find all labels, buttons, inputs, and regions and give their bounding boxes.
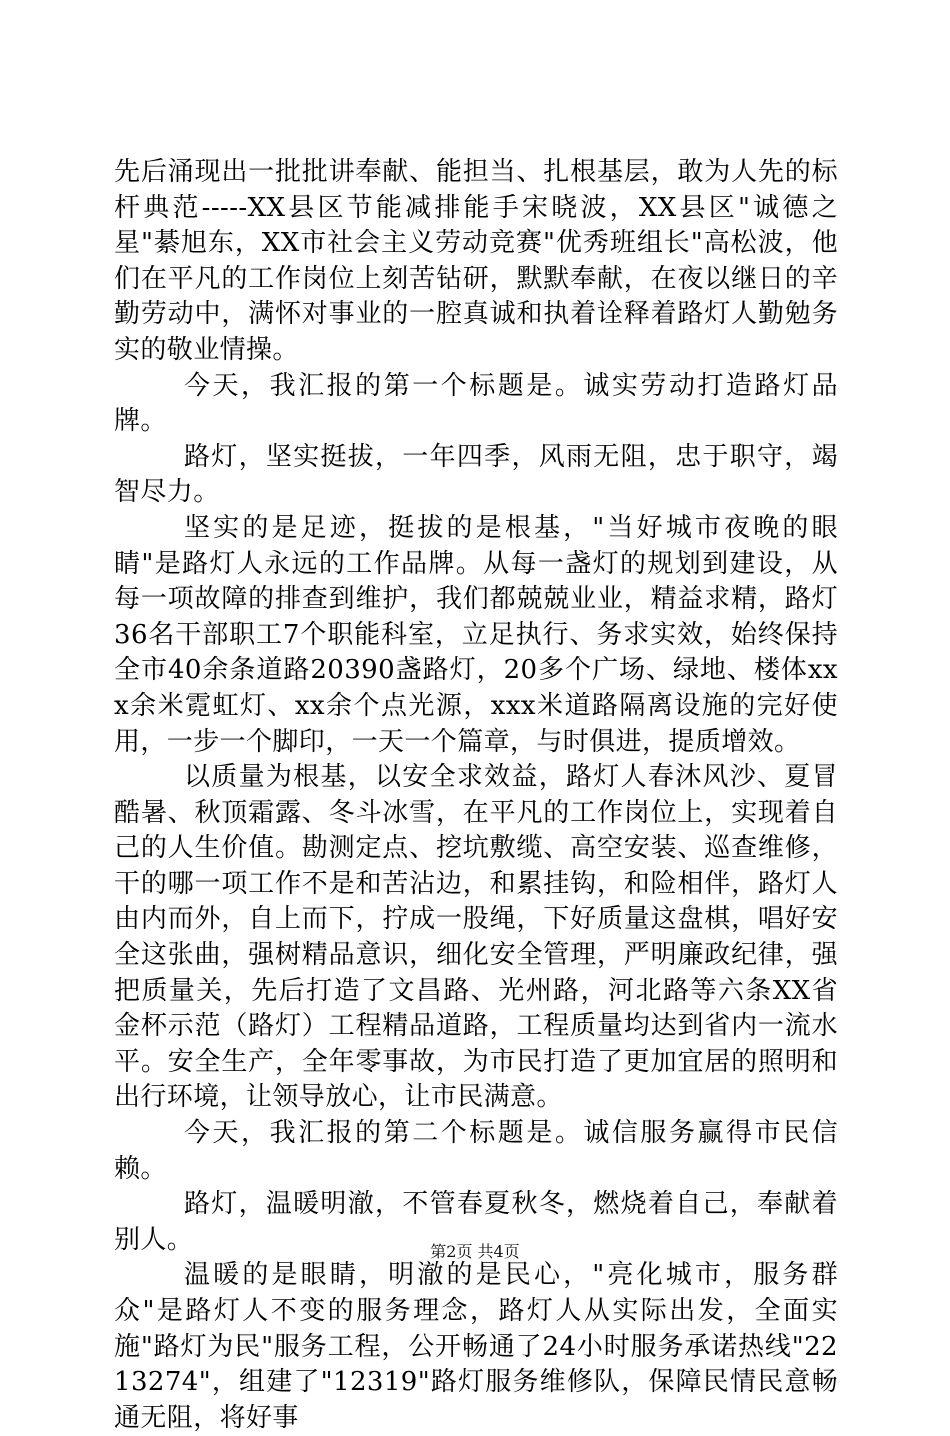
page-footer: 第2页 共4页 [430,1242,520,1261]
paragraph-8: 温暖的是眼睛，明澈的是民心，"亮化城市，服务群众"是路灯人不变的服务理念，路灯人从实际出发，全面实施"路灯为民"服务工程，公开畅通了24小时服务承诺热线"2213274"，组建了"12319"路灯服务维修队，保障民情民意畅通无阻，将好事 [114,1260,838,1433]
paragraph-1: 先后涌现出一批批讲奉献、能担当、扎根基层，敢为人先的标杆典范-----XX县区节能减排能手宋晓波，XX县区"诚德之星"綦旭东，XX市社会主义劳动竞赛"优秀班组长"高松波，他们在平凡的工作岗位上刻苦钻研，默默奉献，在夜以继日的辛勤劳动中，满怀对事业的一腔真诚和执着诠释着路灯人勤勉务实的敬业情操。 [114,157,838,365]
paragraph-2: 今天，我汇报的第一个标题是。诚实劳动打造路灯品牌。 [114,370,838,437]
paragraph-5: 以质量为根基，以安全求效益，路灯人春沐风沙、夏冒酷暑、秋顶霜露、冬斗冰雪，在平凡的工作岗位上，实现着自己的人生价值。勘测定点、挖坑敷缆、高空安装、巡查维修，干的哪一项工作不是和苦沾边，和累挂钩，和险相伴，路灯人由内而外，自上而下，拧成一股绳，下好质量这盘棋，唱好安全这张曲，强树精品意识，细化安全管理，严明廉政纪律，强把质量关，先后打造了文昌路、光州路，河北路等六条XX省金杯示范（路灯）工程精品道路，工程质量均达到省内一流水平。安全生产，全年零事故，为市民打造了更加宜居的照明和出行环境，让领导放心，让市民满意。 [114,762,838,1113]
paragraph-4: 坚实的是足迹，挺拔的是根基，"当好城市夜晚的眼睛"是路灯人永远的工作品牌。从每一盏灯的规划到建设，从每一项故障的排查到维护，我们都兢兢业业，精益求精，路灯36名干部职工7个职能科室，立足执行、务求实效，始终保持全市40余条道路20390盏路灯，20多个广场、绿地、楼体xxx余米霓虹灯、xx余个点光源，xxx米道路隔离设施的完好使用，一步一个脚印，一天一个篇章，与时俱进，提质增效。 [114,512,838,757]
paragraph-7: 路灯，温暖明澈，不管春夏秋冬，燃烧着自己，奉献着别人。 [114,1189,838,1255]
paragraph-3: 路灯，坚实挺拔，一年四季，风雨无阻，忠于职守，竭智尽力。 [114,441,838,508]
paragraph-6: 今天，我汇报的第二个标题是。诚信服务赢得市民信赖。 [114,1118,838,1184]
